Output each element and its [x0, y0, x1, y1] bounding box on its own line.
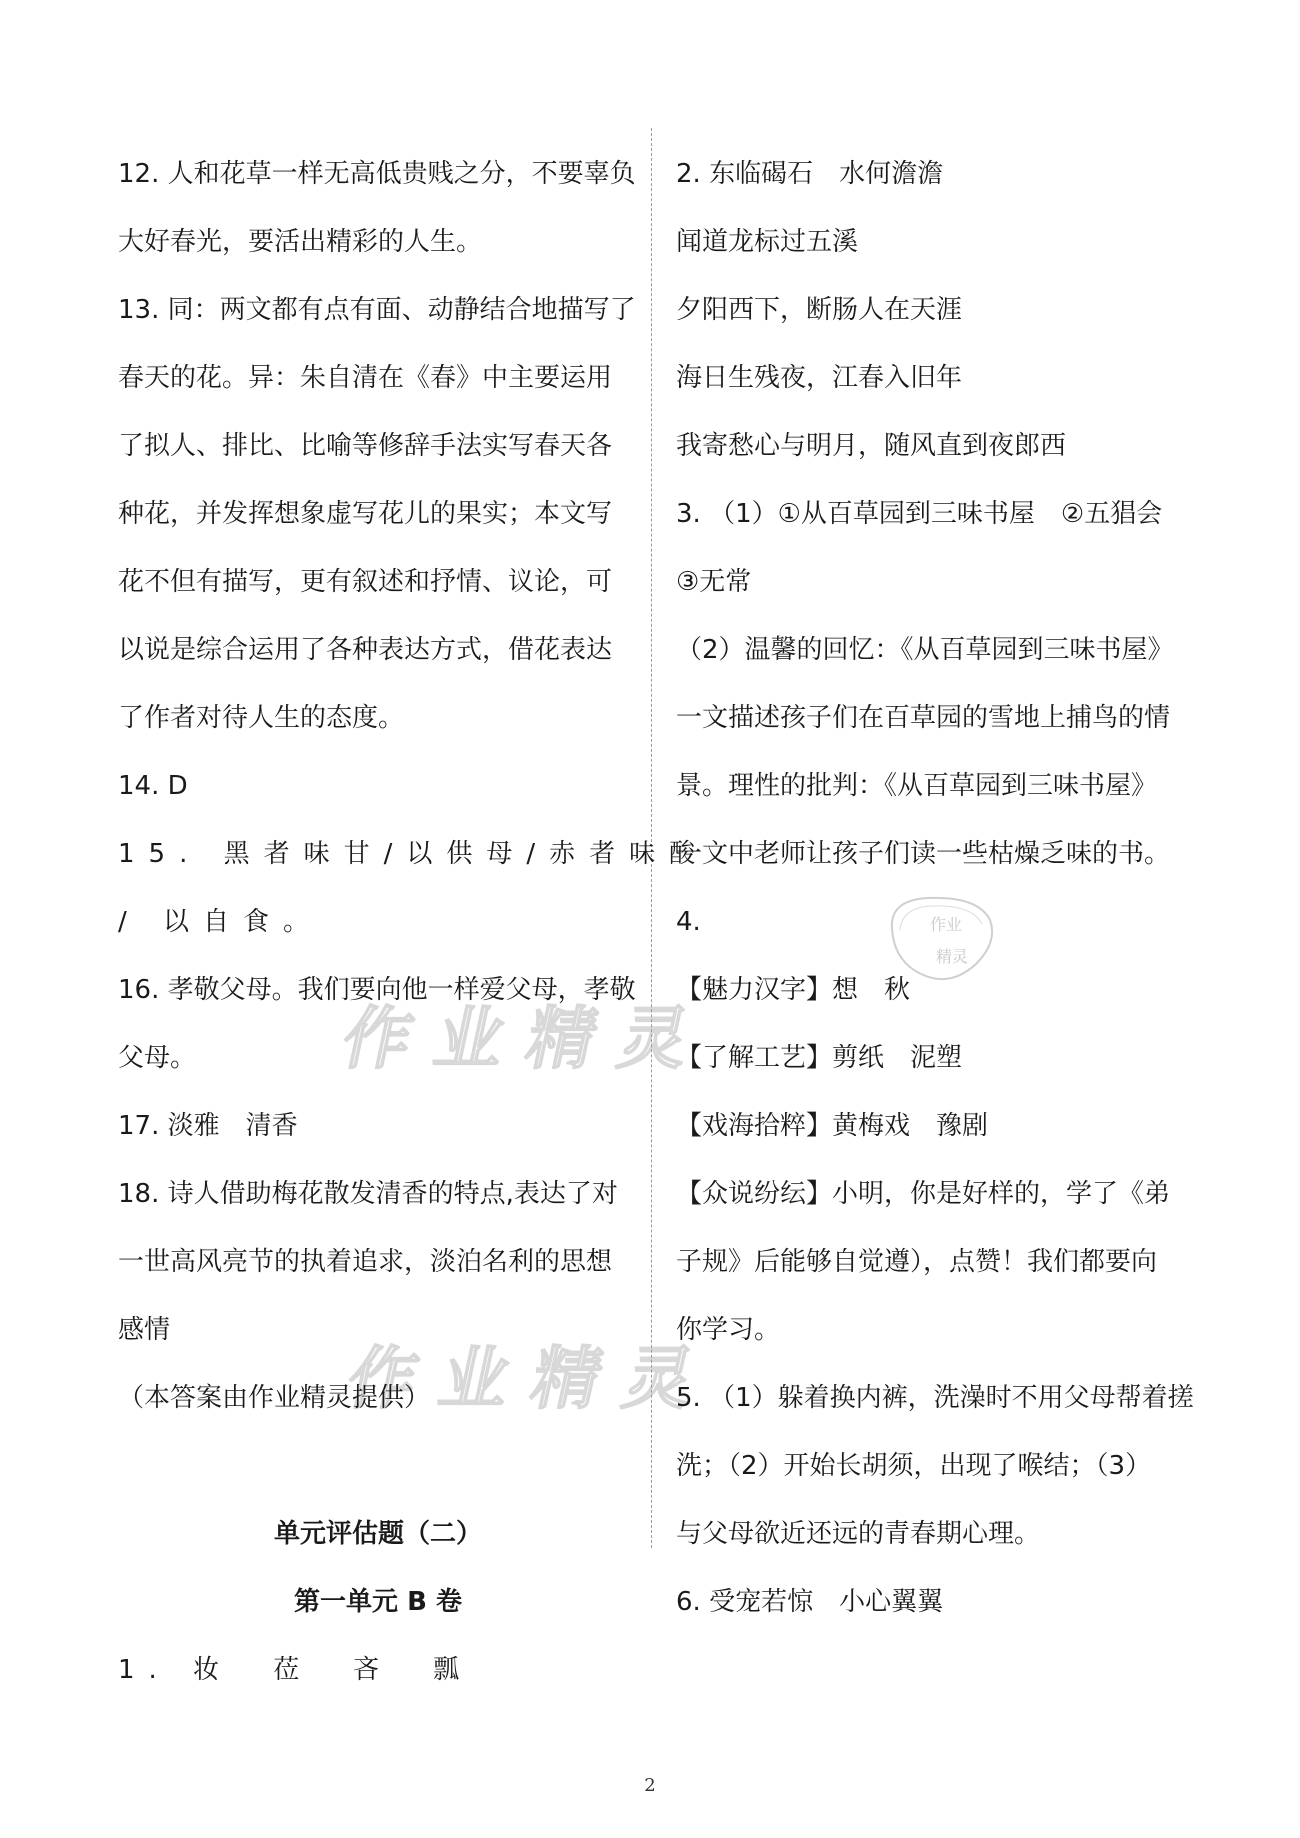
answer-line: 海日生残夜，江春入旧年: [676, 363, 963, 393]
answer-line: 1. 妆 莅 吝 瓢: [118, 1655, 474, 1685]
section-title: 单元评估题（二）: [273, 1519, 482, 1549]
page-number: 2: [644, 1775, 656, 1796]
answer-line: / 以自食。: [118, 907, 324, 937]
answer-line: 13. 同：两文都有点有面、动静结合地描写了: [118, 295, 636, 325]
watermark-lower: 作业精灵: [340, 1340, 726, 1419]
answer-line: 夕阳西下，断肠人在天涯: [676, 295, 963, 325]
answer-line: 种花，并发挥想象虚写花儿的果实；本文写: [118, 499, 613, 529]
answer-line: 【了解工艺】剪纸 泥塑: [676, 1043, 963, 1073]
blank-line: [118, 1432, 638, 1500]
answer-line: 14. D: [118, 771, 188, 801]
seal-text-top: 作业: [930, 915, 963, 934]
right-column: [676, 140, 1196, 1636]
answer-line: ③无常: [676, 567, 752, 597]
answer-line: 3. （1）①从百草园到三味书屋 ②五猖会: [676, 499, 1163, 529]
answer-line: 一世高风亮节的执着追求，淡泊名利的思想: [118, 1247, 613, 1277]
section-subtitle: 第一单元 B 卷: [294, 1587, 462, 1617]
answer-line: 2. 东临碣石 水何澹澹: [676, 159, 944, 189]
answer-line: 春天的花。异：朱自清在《春》中主要运用: [118, 363, 613, 393]
left-column: [118, 140, 710, 1704]
answer-line: 闻道龙标过五溪: [676, 227, 859, 257]
answer-line: 【魅力汉字】想 秋: [676, 975, 911, 1005]
answer-line: （2）温馨的回忆：《从百草园到三味书屋》: [676, 635, 1174, 665]
answer-line: 与父母欲近还远的青春期心理。: [676, 1519, 1041, 1549]
answer-line: 景。理性的批判：《从百草园到三味书屋》: [676, 771, 1158, 801]
answer-line: 【戏海拾粹】黄梅戏 豫剧: [676, 1111, 989, 1141]
answer-line: 以说是综合运用了各种表达方式，借花表达: [118, 635, 613, 665]
answer-line: 大好春光，要活出精彩的人生。: [118, 227, 483, 257]
answer-line: 子规》后能够自觉遵），点赞！我们都要向: [676, 1247, 1158, 1277]
answer-line: 感情: [118, 1315, 171, 1345]
answer-line: 5. （1）躲着换内裤，洗澡时不用父母帮着搓: [676, 1383, 1194, 1413]
answer-line: 花不但有描写，更有叙述和抒情、议论，可: [118, 567, 613, 597]
watermark-upper: 作业精灵: [335, 1000, 721, 1079]
answer-line: 【众说纷纭】小明，你是好样的，学了《弟: [676, 1179, 1171, 1209]
answer-line: 一文中老师让孩子们读一些枯燥乏味的书。: [676, 839, 1171, 869]
answer-line: 我寄愁心与明月，随风直到夜郎西: [676, 431, 1067, 461]
seal-text-bottom: 精灵: [936, 947, 969, 966]
answer-line: 16. 孝敬父母。我们要向他一样爱父母，孝敬: [118, 975, 636, 1005]
answer-line: 父母。: [118, 1043, 197, 1073]
answer-line: 18. 诗人借助梅花散发清香的特点,表达了对: [118, 1179, 618, 1209]
answer-line: 6. 受宠若惊 小心翼翼: [676, 1587, 944, 1617]
answer-line: 一文描述孩子们在百草园的雪地上捕鸟的情: [676, 703, 1171, 733]
answer-line: 15. 黑者味甘/以供母/赤者味酸: [118, 839, 710, 869]
answer-line: 12. 人和花草一样无高低贵贱之分，不要辜负: [118, 159, 636, 189]
answer-line: 了作者对待人生的态度。: [118, 703, 405, 733]
answer-line: 了拟人、排比、比喻等修辞手法实写春天各: [118, 431, 613, 461]
answer-line: 4.: [676, 907, 701, 937]
answer-line: 洗；（2）开始长胡须，出现了喉结；（3）: [676, 1451, 1152, 1481]
answer-line: 你学习。: [676, 1315, 781, 1345]
column-divider: [651, 128, 652, 1548]
answer-line: （本答案由作业精灵提供）: [118, 1383, 431, 1413]
answer-line: 17. 淡雅 清香: [118, 1111, 298, 1141]
